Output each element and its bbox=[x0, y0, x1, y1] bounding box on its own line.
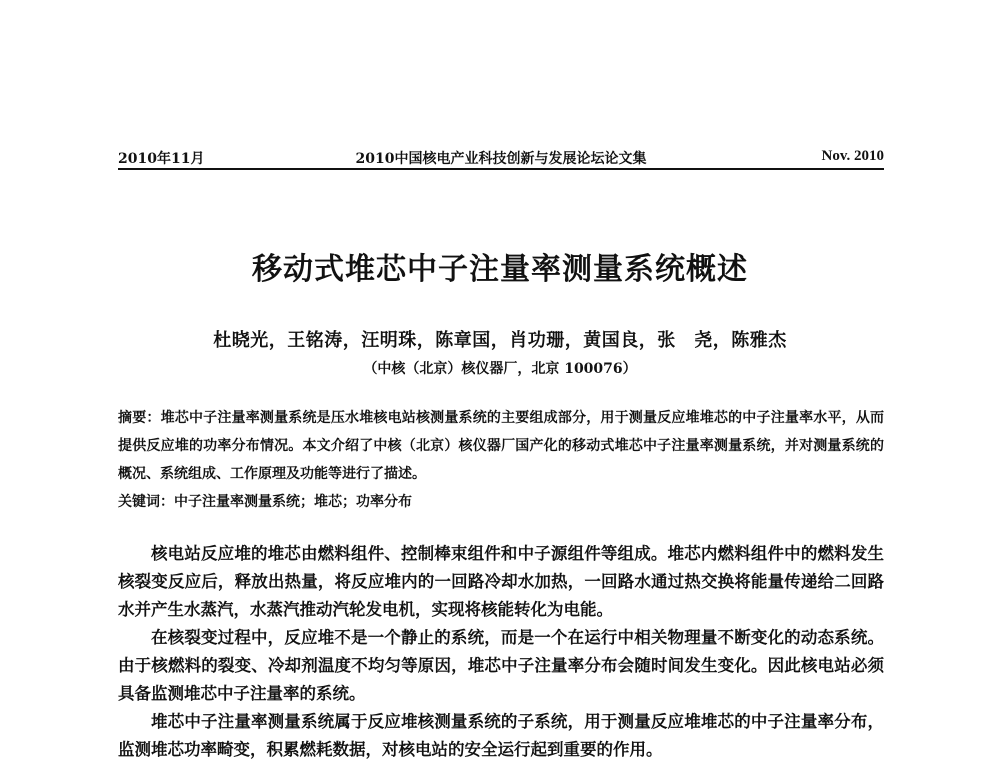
paper-title: 移动式堆芯中子注量率测量系统概述 bbox=[252, 252, 748, 287]
author-list: 杜晓光，王铭涛，汪明珠，陈章国，肖功珊，黄国良，张 尧，陈雅杰 bbox=[213, 330, 787, 351]
header-date: 2010年11月 bbox=[118, 151, 205, 167]
abstract bbox=[118, 404, 884, 488]
abstract-label: 摘要： bbox=[118, 410, 161, 426]
abstract-text: 堆芯中子注量率测量系统是压水堆核电站核测量系统的主要组成部分，用于测量反应堆堆芯的中子注量率水平，从而提供反应堆的功率分布情况。本文介绍了中核（北京）核仪器厂国产化的移动式堆芯中子注量率测量系统，并对测量系统的概况、系统组成、工作原理及功能等进行了描述。 bbox=[118, 410, 885, 482]
keywords bbox=[118, 490, 884, 514]
header-proceedings-title: 2010中国核电产业科技创新与发展论坛论文集 bbox=[355, 151, 647, 167]
header-rule bbox=[118, 168, 884, 170]
header-date-english: Nov. 2010 bbox=[821, 148, 884, 164]
body-paragraph: 堆芯中子注量率测量系统属于反应堆核测量系统的子系统，用于测量反应堆堆芯的中子注量率分布，监测堆芯功率畸变，积累燃耗数据，对核电站的安全运行起到重要的作用。 bbox=[118, 712, 884, 759]
keywords-label: 关键词： bbox=[118, 494, 174, 510]
keywords-text: 中子注量率测量系统；堆芯；功率分布 bbox=[174, 494, 412, 510]
body-paragraph: 核电站反应堆的堆芯由燃料组件、控制棒束组件和中子源组件等组成。堆芯内燃料组件中的燃料发生核裂变反应后，释放出热量，将反应堆内的一回路冷却水加热，一回路水通过热交换将能量传递给二回路水并产生水蒸汽，水蒸汽推动汽轮发电机，实现将核能转化为电能。 bbox=[118, 544, 884, 619]
body-text bbox=[118, 540, 884, 764]
body-paragraph: 在核裂变过程中，反应堆不是一个静止的系统，而是一个在运行中相关物理量不断变化的动态系统。由于核燃料的裂变、冷却剂温度不均匀等原因，堆芯中子注量率分布会随时间发生变化。因此核电站必须具备监测堆芯中子注量率的系统。 bbox=[118, 628, 884, 703]
affiliation: （中核（北京）核仪器厂，北京 100076） bbox=[363, 361, 637, 377]
running-header bbox=[118, 146, 884, 168]
